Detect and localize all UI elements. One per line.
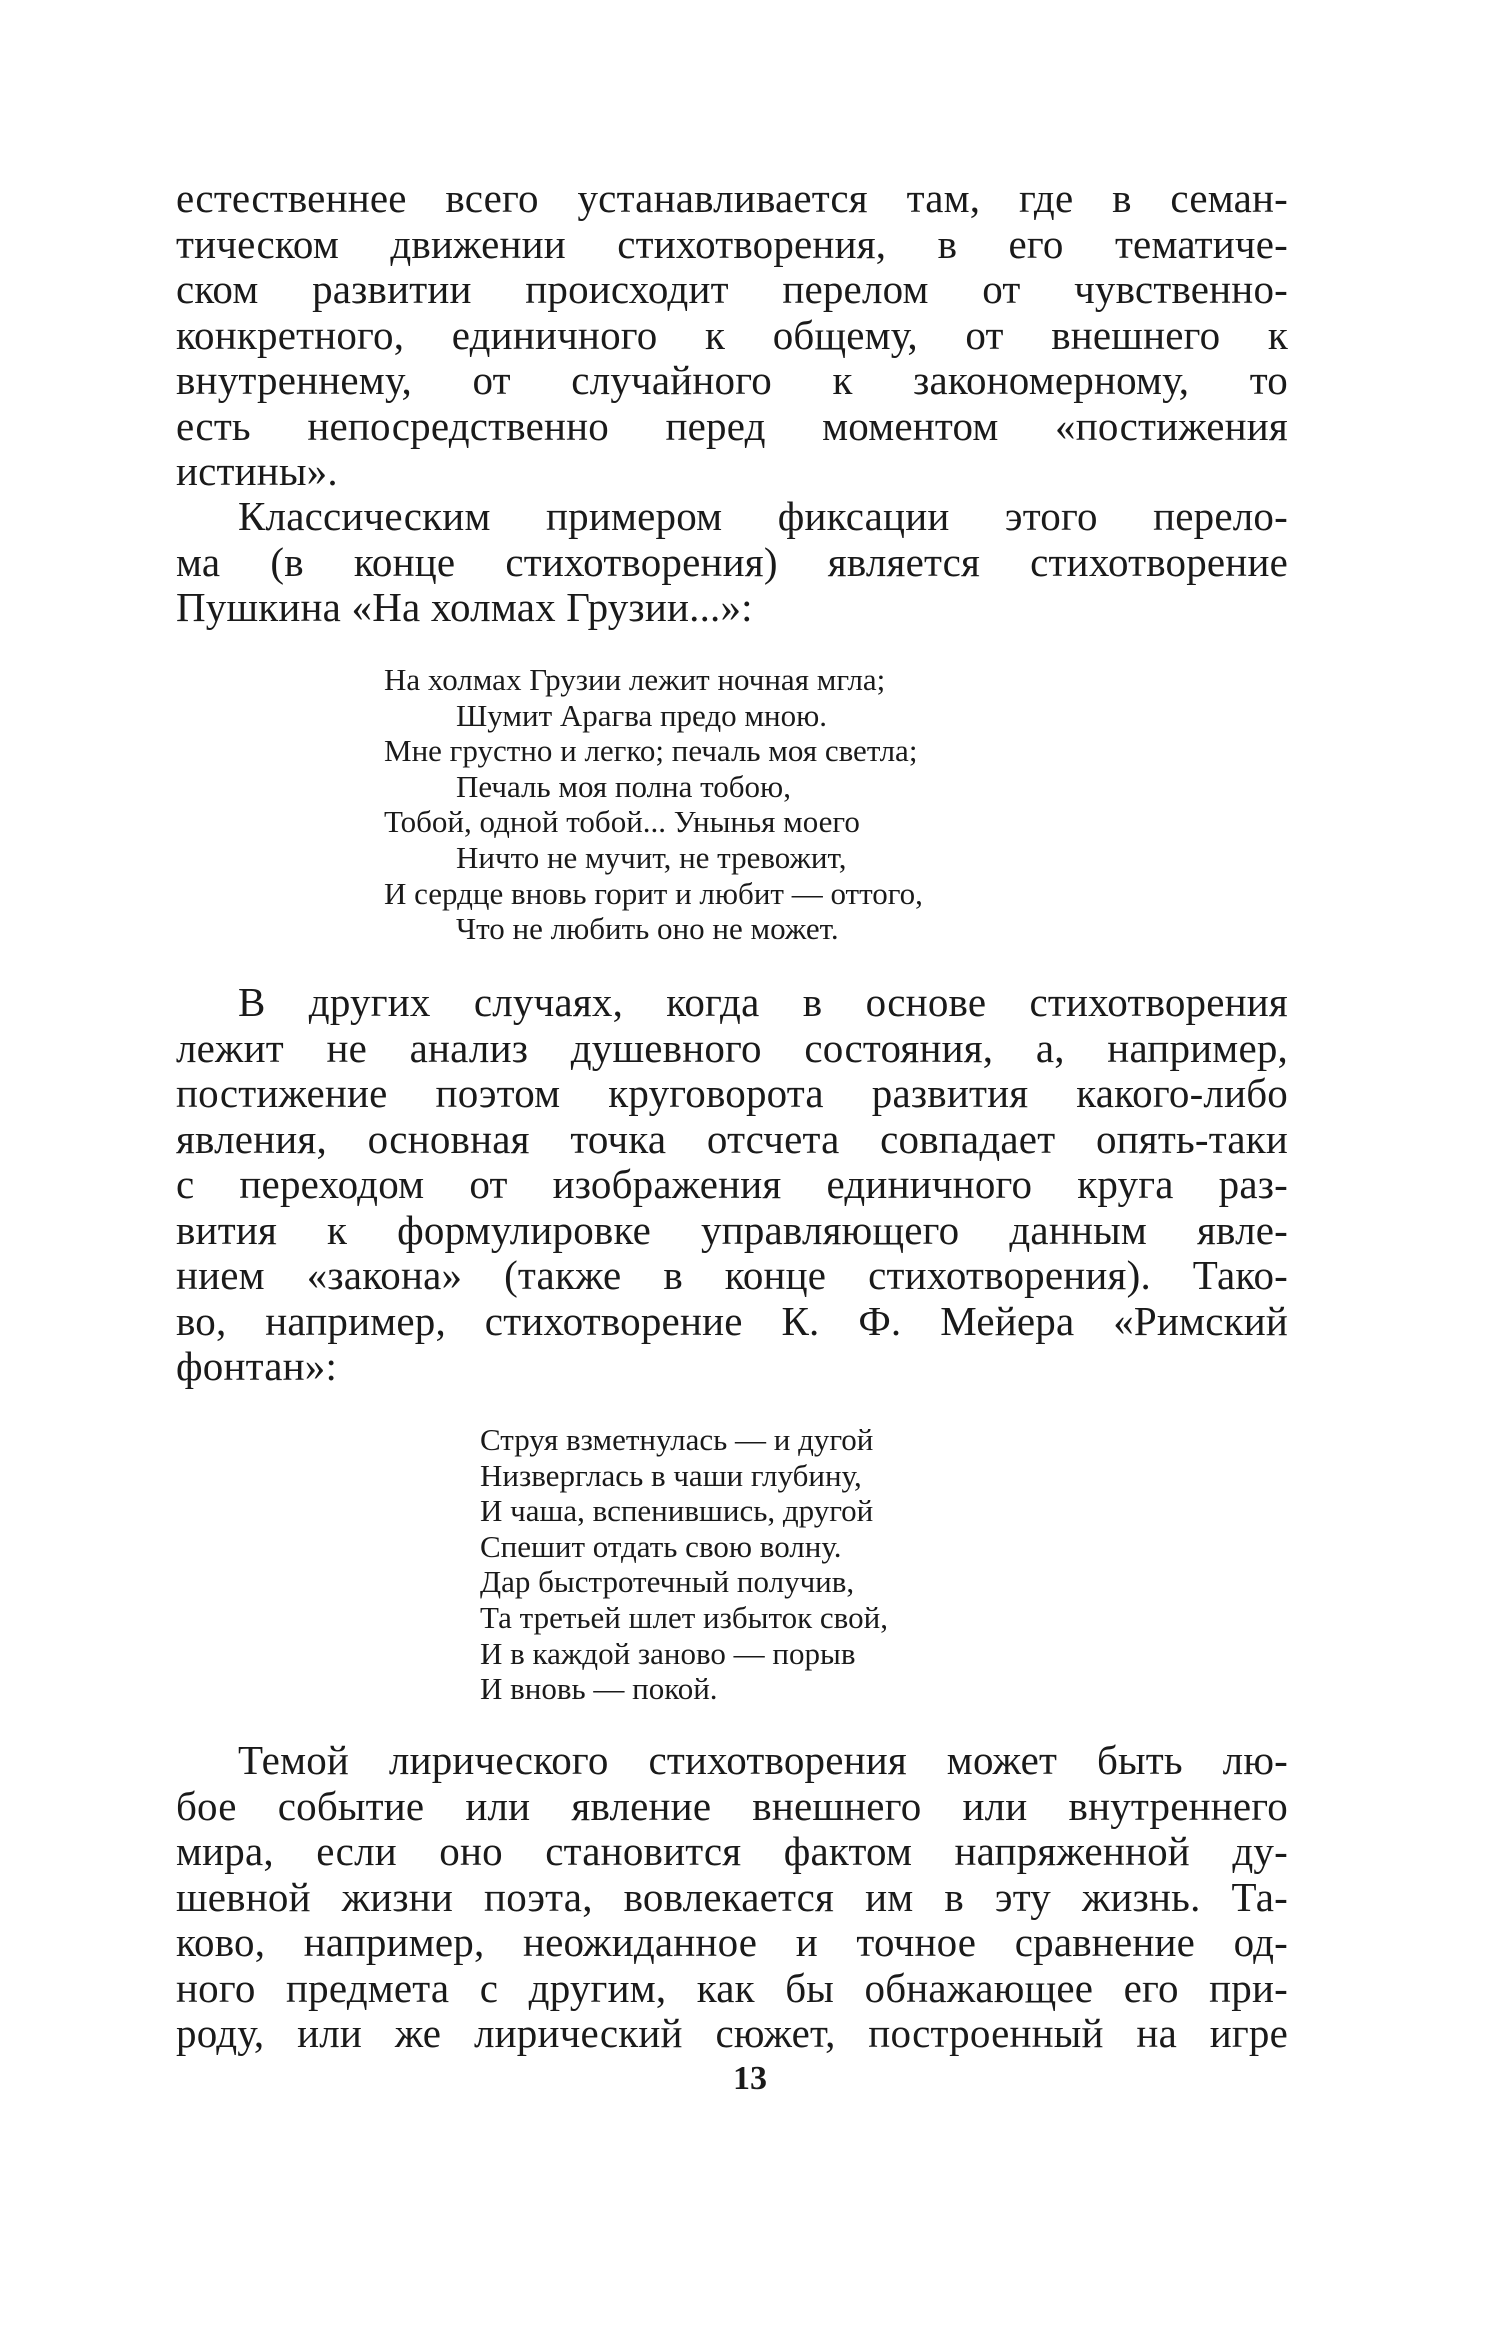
text-line: ного предмета с другим, как бы обнажающее его при- (176, 1964, 1288, 2011)
text-line: внутреннему, от случайного к закономерному, то (176, 357, 1288, 403)
paragraph-1 (176, 176, 1288, 495)
text-line: лежит не анализ душевного состояния, а, например, (176, 1024, 1288, 1071)
verse-line: И в каждой заново — порыв (480, 1635, 856, 1671)
verse-line: Шумит Арагва предо мною. (456, 697, 828, 733)
text-line: мира, если оно становится фактом напряженной ду- (176, 1828, 1288, 1874)
paragraph-2 (176, 494, 1288, 631)
text-line: роду, или же лирический сюжет, построенный на игре (176, 2010, 1288, 2056)
text-line: конкретного, единичного к общему, от внешнего к (176, 311, 1288, 358)
verse-line: Низверглась в чаши глубину, (480, 1457, 862, 1493)
verse-line: Что не любить оно не может. (456, 911, 839, 947)
text-line: нием «закона» (также в конце стихотворения). Тако- (176, 1252, 1288, 1298)
text-line: во, например, стихотворение К. Ф. Мейера «Римский (176, 1297, 1288, 1344)
paragraph-3 (176, 980, 1288, 1390)
verse-line: Спешит отдать свою волну. (480, 1528, 842, 1564)
text-line: ском развитии происходит перелом от чувственно- (176, 266, 1288, 312)
verse-line: Тобой, одной тобой... Унынья моего (384, 804, 860, 840)
text-line: ма (в конце стихотворения) является стихотворение (176, 538, 1288, 585)
paragraph-4 (176, 1738, 1288, 2057)
text-line: ково, например, неожиданное и точное сравнение од- (176, 1919, 1288, 1965)
text-line: В других случаях, когда в основе стихотворения (238, 979, 1288, 1025)
text-line: Пушкина «На холмах Грузии...»: (176, 584, 753, 630)
page-number: 13 (733, 2060, 767, 2097)
text-line: естественнее всего устанавливается там, где в семан- (176, 175, 1288, 221)
text-line: шевной жизни поэта, вовлекается им в эту жизнь. Та- (176, 1873, 1288, 1920)
poem-pushkin (384, 662, 923, 947)
verse-line: Мне грустно и легко; печаль моя светла; (384, 733, 918, 769)
text-line: с переходом от изображения единичного круга раз- (176, 1161, 1288, 1207)
verse-line: И вновь — покой. (480, 1671, 718, 1707)
verse-line: Та третьей шлет избыток свой, (480, 1599, 888, 1635)
text-line: есть непосредственно перед моментом «постижения (176, 402, 1288, 449)
verse-line: Ничто не мучит, не тревожит, (456, 839, 847, 875)
verse-line: На холмах Грузии лежит ночная мгла; (384, 662, 886, 697)
text-line: Темой лирического стихотворения может быть лю- (238, 1737, 1288, 1783)
verse-line: Печаль моя полна тобою, (456, 768, 791, 804)
text-line: вития к формулировке управляющего данным явле- (176, 1206, 1288, 1253)
text-line: фонтан»: (176, 1343, 338, 1389)
text-line: постижение поэтом круговорота развития какого-либо (176, 1070, 1288, 1116)
verse-line: Струя взметнулась — и дугой (480, 1422, 874, 1457)
verse-line: И сердце вновь горит и любит — оттого, (384, 875, 923, 911)
text-line: истины». (176, 448, 338, 494)
text-line: явления, основная точка отсчета совпадает опять-таки (176, 1115, 1288, 1162)
text-line: Классическим примером фиксации этого перело- (238, 493, 1288, 539)
poem-meyer (480, 1422, 888, 1707)
text-line: тическом движении стихотворения, в его тематиче- (176, 220, 1288, 267)
verse-line: Дар быстротечный получив, (480, 1564, 855, 1600)
text-line: бое событие или явление внешнего или внутреннего (176, 1782, 1288, 1829)
verse-line: И чаша, вспенившись, другой (480, 1493, 874, 1529)
